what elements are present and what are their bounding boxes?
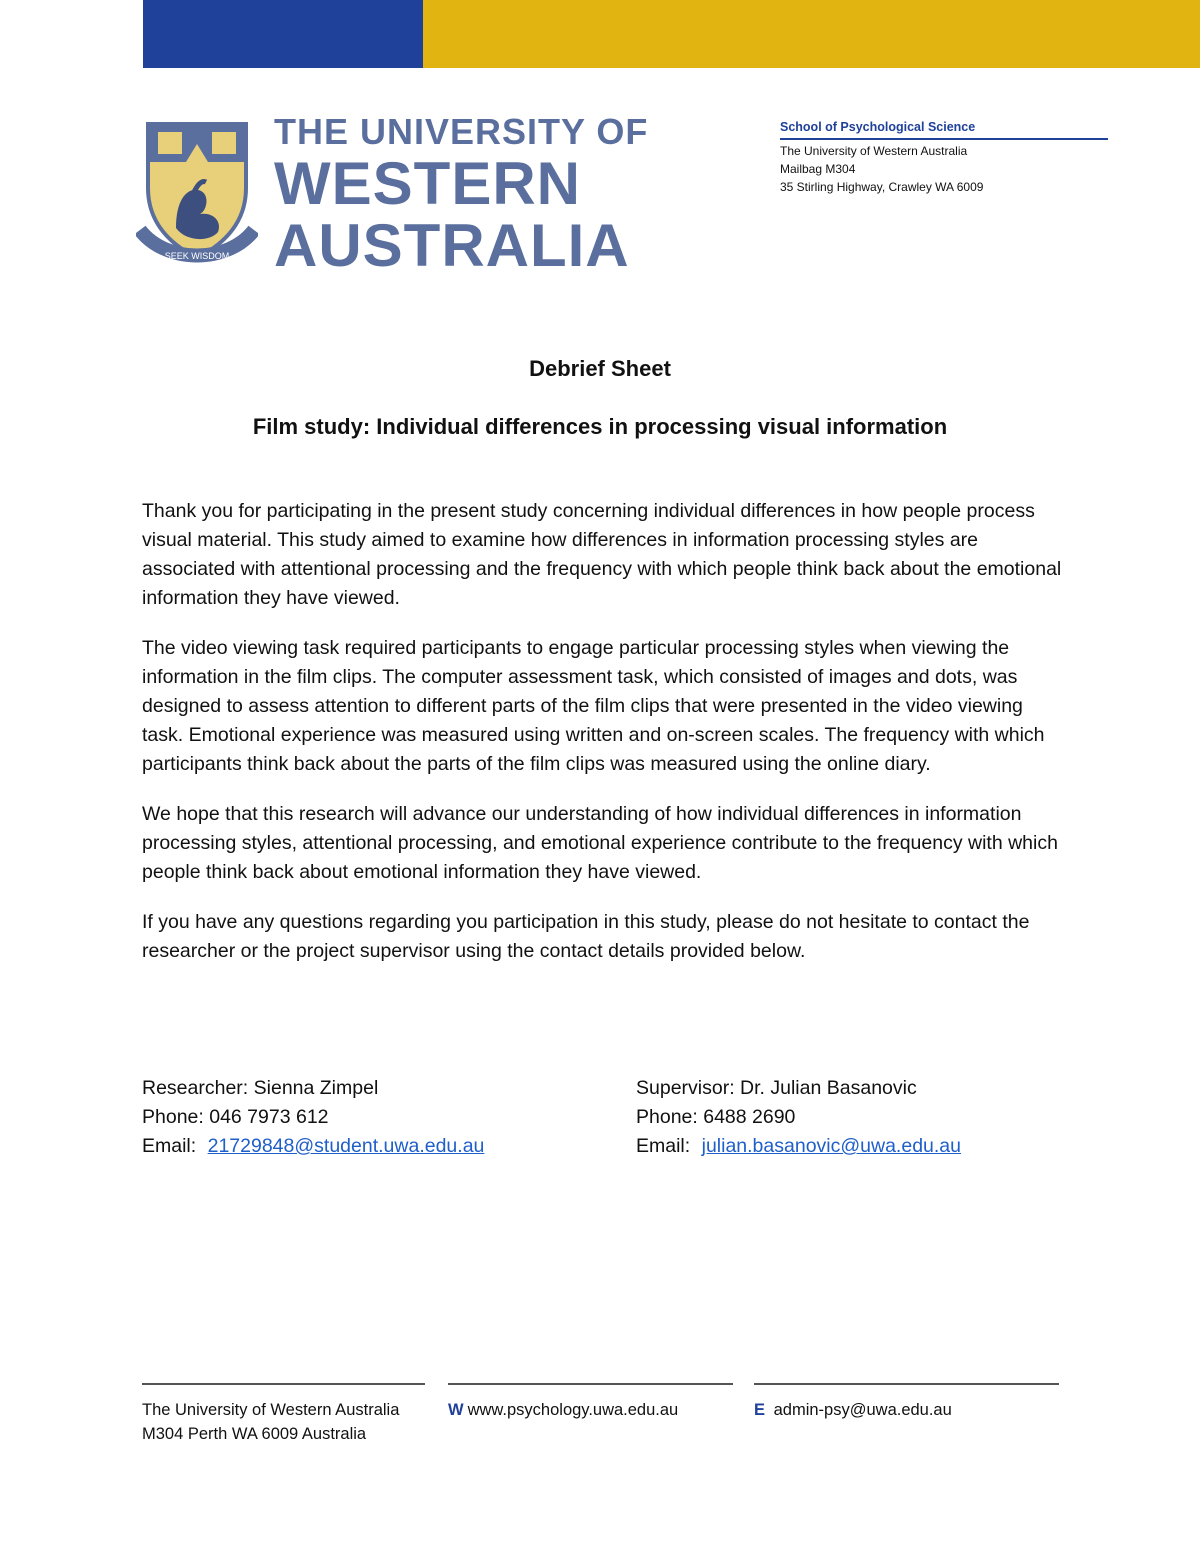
svg-text:SEEK WISDOM: SEEK WISDOM bbox=[164, 251, 230, 261]
university-wordmark bbox=[274, 111, 649, 279]
body-paragraph: Thank you for participating in the present study concerning individual differences in how people process visual material. This study aimed to examine how differences in information processing styles are associated with attentional processing and the frequency with which people think back about the emotional information they have viewed. bbox=[142, 500, 1062, 609]
researcher-email-row bbox=[142, 1132, 484, 1161]
footer-email bbox=[754, 1398, 952, 1422]
logo-line-3: AUSTRALIA bbox=[274, 212, 630, 279]
supervisor-phone: Phone: 6488 2690 bbox=[636, 1106, 796, 1128]
body-paragraph: We hope that this research will advance our understanding of how individual differences in information processing styles, attentional processing, and emotional experience contribute to the frequency with which people think back about emotional information they have viewed. bbox=[142, 803, 1058, 883]
researcher-phone: Phone: 046 7973 612 bbox=[142, 1106, 329, 1128]
document-subtitle: Film study: Individual differences in processing visual information bbox=[252, 414, 948, 439]
school-address-block bbox=[780, 120, 1108, 194]
footer-web bbox=[448, 1398, 678, 1422]
email-label: Email: bbox=[636, 1135, 691, 1157]
university-crest-icon bbox=[136, 118, 258, 268]
footer-address-line: The University of Western Australia bbox=[142, 1401, 400, 1419]
logo-line-2: WESTERN bbox=[274, 150, 581, 217]
document-title: Debrief Sheet bbox=[529, 356, 671, 381]
footer-web-link[interactable]: www.psychology.uwa.edu.au bbox=[467, 1401, 679, 1419]
school-name: School of Psychological Science bbox=[780, 120, 1108, 140]
web-mark: W bbox=[448, 1401, 464, 1419]
email-label: Email: bbox=[142, 1135, 197, 1157]
header-bar-blue bbox=[143, 0, 423, 68]
footer-address-line: M304 Perth WA 6009 Australia bbox=[142, 1425, 367, 1443]
researcher-name: Researcher: Sienna Zimpel bbox=[142, 1077, 379, 1099]
school-address-line: The University of Western Australia bbox=[780, 144, 968, 158]
body-paragraph: If you have any questions regarding you participation in this study, please do not hesitate to contact the researcher or the project supervisor using the contact details provided below. bbox=[142, 911, 1030, 962]
school-address-line: 35 Stirling Highway, Crawley WA 6009 bbox=[780, 180, 984, 194]
body-paragraph: The video viewing task required participants to engage particular processing styles when viewing the information in the film clips. The computer assessment task, which consisted of images and dots, was designed to assess attention to different parts of the film clips that were presented in the video viewing task. Emotional experience was measured using written and on-screen scales. The frequency with which participants think back about the parts of the film clips was measured using the online diary. bbox=[142, 637, 1045, 775]
university-logo bbox=[136, 111, 649, 279]
footer-address bbox=[142, 1398, 399, 1446]
supervisor-name: Supervisor: Dr. Julian Basanovic bbox=[636, 1077, 917, 1099]
footer-divider bbox=[754, 1383, 1059, 1385]
logo-line-1: THE UNIVERSITY OF bbox=[274, 111, 649, 152]
supervisor-email-link[interactable]: julian.basanovic@uwa.edu.au bbox=[701, 1135, 961, 1157]
document-body bbox=[142, 497, 1062, 987]
header-bar-gold bbox=[423, 0, 1200, 68]
supervisor-email-row bbox=[636, 1132, 961, 1161]
footer-divider bbox=[448, 1383, 733, 1385]
footer-divider bbox=[142, 1383, 425, 1385]
supervisor-contact bbox=[636, 1074, 961, 1161]
email-mark: E bbox=[754, 1401, 766, 1419]
researcher-email-link[interactable]: 21729848@student.uwa.edu.au bbox=[207, 1135, 485, 1157]
researcher-contact bbox=[142, 1074, 484, 1161]
school-address-line: Mailbag M304 bbox=[780, 162, 856, 176]
footer-email-link[interactable]: admin-psy@uwa.edu.au bbox=[773, 1401, 952, 1419]
